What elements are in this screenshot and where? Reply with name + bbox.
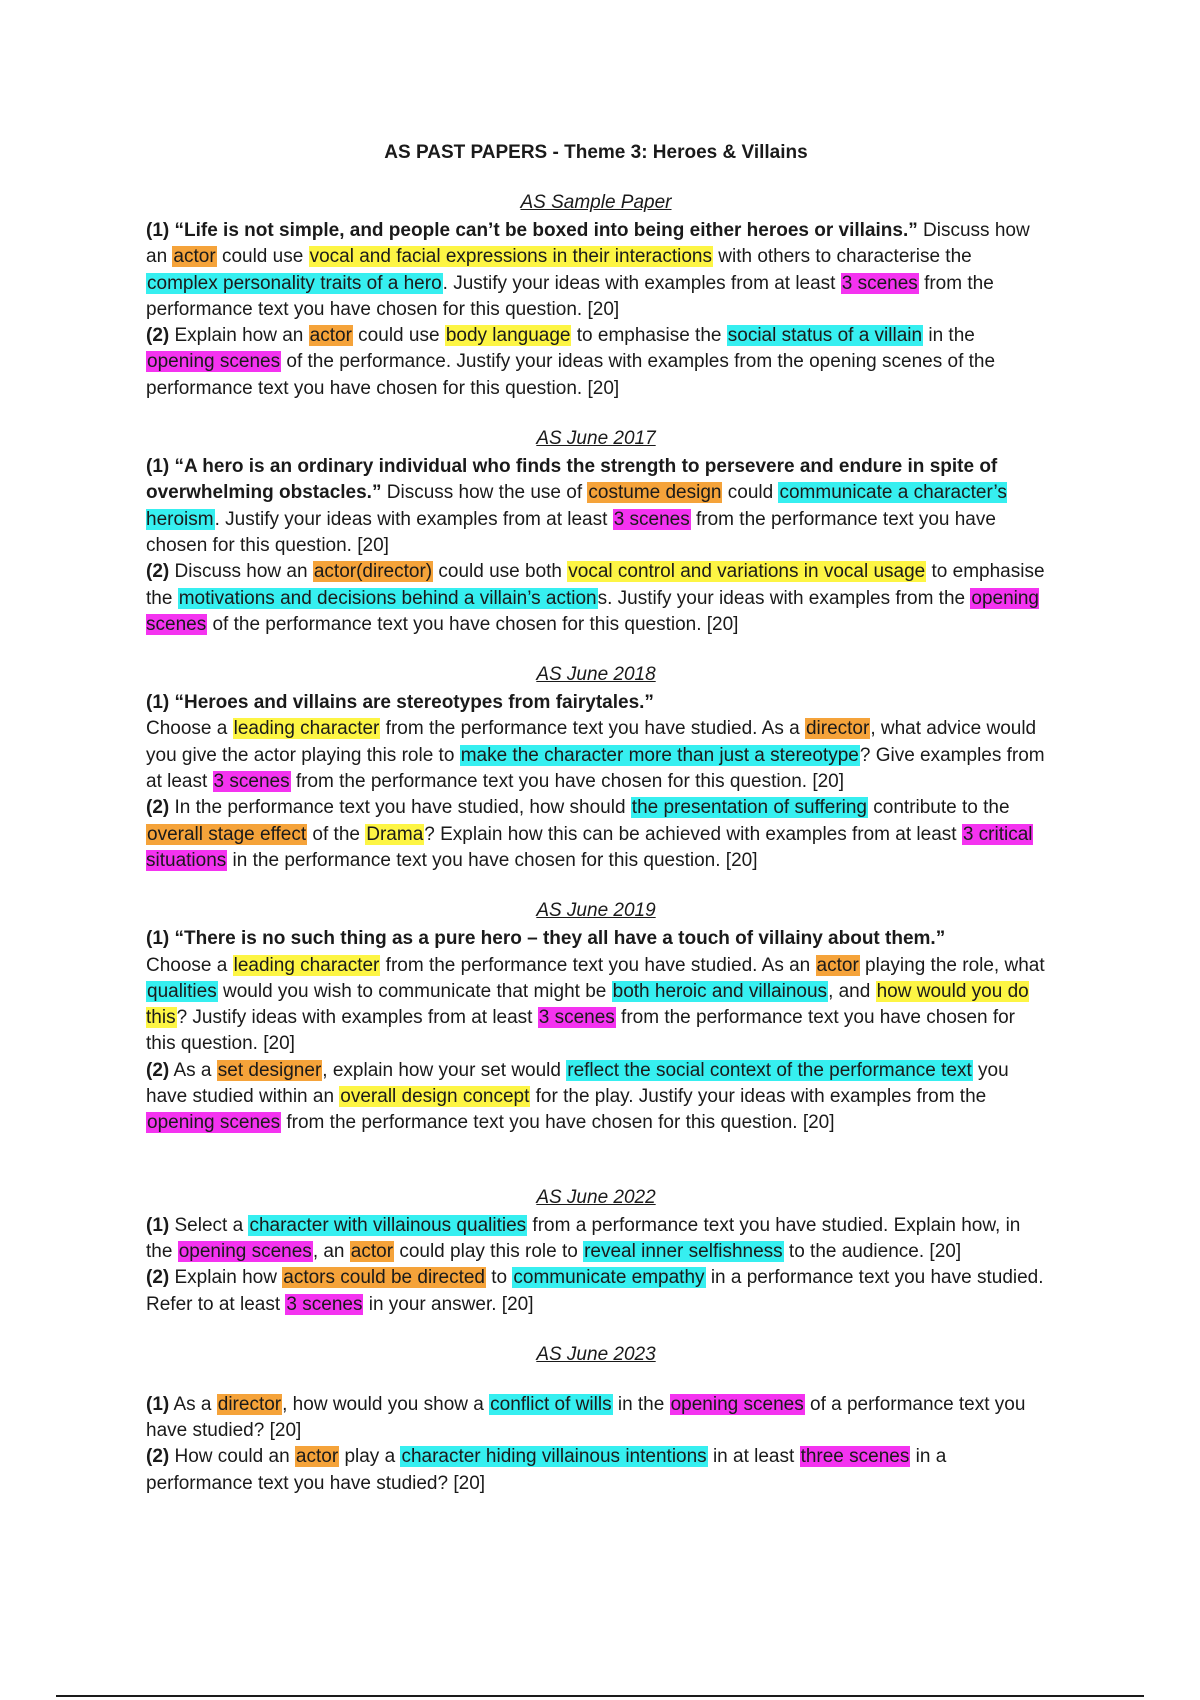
- highlight-cyan: make the character more than just a stereotype: [460, 744, 859, 766]
- highlight-cyan: motivations and decisions behind a villain’s action: [178, 587, 597, 609]
- question-text: . Justify your ideas with examples from at least: [442, 272, 841, 294]
- question-text: Choose a: [146, 954, 233, 976]
- highlight-cyan: communicate empathy: [513, 1267, 705, 1289]
- highlight-magenta: 3 scenes: [613, 508, 690, 530]
- footer-rule: [56, 1695, 1144, 1697]
- highlight-magenta: 3 critical situations: [146, 823, 1033, 871]
- question-text: of the: [307, 823, 366, 845]
- section-as-june-2022: [146, 1187, 1046, 1318]
- highlight-orange: director: [217, 1393, 282, 1415]
- highlight-cyan: character hiding villainous intentions: [401, 1446, 707, 1468]
- section-as-sample-paper: [146, 192, 1046, 402]
- highlight-orange: actor: [173, 246, 216, 268]
- question-prompt: (1): [146, 1393, 170, 1415]
- question-1: [146, 926, 1046, 1057]
- question-prompt: (2): [146, 561, 170, 583]
- document-title: AS PAST PAPERS - Theme 3: Heroes & Villains: [384, 142, 808, 163]
- question-text: ? Explain how this can be achieved with examples from at least: [424, 823, 962, 845]
- section-heading: AS June 2017: [536, 428, 656, 450]
- section-heading: AS June 2018: [536, 664, 656, 686]
- question-text: Discuss how an: [169, 561, 313, 583]
- question-text: Explain how: [169, 1267, 283, 1289]
- question-text: As a: [169, 1059, 217, 1081]
- question-text: from the performance text you have chosen for this question. [20]: [281, 1112, 835, 1134]
- question-prompt: (2): [146, 797, 170, 819]
- highlight-yellow: Drama: [366, 823, 424, 845]
- question-text: to emphasise the: [146, 561, 1045, 609]
- highlight-yellow: overall design concept: [340, 1086, 530, 1108]
- highlight-orange: actor(director): [313, 561, 433, 583]
- question-text: could use: [216, 246, 309, 268]
- question-2: [146, 1265, 1046, 1318]
- question-1: [146, 218, 1046, 323]
- question-text: to emphasise the: [571, 325, 727, 347]
- question-text: in a performance text you have studied. Refer to at least: [146, 1267, 1044, 1315]
- question-2: [146, 323, 1046, 402]
- section-heading: AS June 2019: [536, 900, 656, 922]
- question-2: [146, 1444, 1046, 1497]
- highlight-magenta: 3 scenes: [538, 1007, 615, 1029]
- question-text: of the performance. Justify your ideas with examples from the opening scenes of the performance text you have chosen for this question. [20]: [146, 351, 996, 399]
- highlight-magenta: three scenes: [800, 1446, 910, 1468]
- question-text: , explain how your set would: [322, 1059, 567, 1081]
- question-2: [146, 559, 1046, 638]
- question-text: to: [485, 1267, 513, 1289]
- question-text: in the: [612, 1393, 670, 1415]
- question-text: from the performance text you have chosen for this question. [20]: [146, 508, 996, 556]
- question-text: . Justify your ideas with examples from at least: [214, 508, 613, 530]
- highlight-magenta: opening scenes: [670, 1393, 804, 1415]
- question-text: Select a: [169, 1214, 249, 1236]
- question-text: could play this role to: [394, 1240, 584, 1262]
- question-text: , what advice would you give the actor playing this role to: [146, 718, 1037, 766]
- question-prompt: (1) “Life is not simple, and people can’t be boxed into being either heroes or villains.”: [146, 220, 918, 241]
- question-prompt: (2): [146, 1059, 170, 1081]
- section-as-june-2017: [146, 428, 1046, 638]
- highlight-orange: actor: [295, 1446, 339, 1468]
- question-text: in your answer. [20]: [363, 1293, 534, 1315]
- highlight-orange: actor: [350, 1240, 394, 1262]
- section-heading: AS June 2022: [536, 1186, 656, 1208]
- highlight-cyan: social status of a villain: [727, 325, 923, 347]
- question-1: [146, 1392, 1046, 1445]
- question-1: [146, 1213, 1046, 1266]
- question-text: ? Give examples from at least: [146, 744, 1045, 793]
- question-text: of a performance text you have studied? [20]: [146, 1393, 1026, 1442]
- highlight-yellow: leading character: [233, 954, 380, 976]
- question-text: playing the role, what: [859, 954, 1045, 976]
- highlight-orange: overall stage effect: [147, 823, 307, 845]
- question-text: Choose a: [146, 718, 233, 740]
- highlight-cyan: complex personality traits of a hero: [147, 272, 442, 294]
- question-text: , an: [312, 1240, 350, 1262]
- highlight-cyan: reflect the social context of the performance text: [567, 1059, 972, 1081]
- question-text: from the performance text you have studied. As a: [380, 718, 805, 740]
- question-text: from the performance text you have chosen for this question. [20]: [146, 1007, 1015, 1055]
- highlight-cyan: communicate a character’s heroism: [146, 482, 1007, 530]
- highlight-cyan: qualities: [147, 980, 217, 1002]
- question-text: Discuss how the use of: [381, 482, 588, 504]
- question-text: could use both: [433, 561, 568, 583]
- question-text: from the performance text you have chosen for this question. [20]: [146, 272, 994, 320]
- question-2: [146, 1058, 1046, 1137]
- highlight-yellow: leading character: [233, 718, 380, 740]
- highlight-yellow: vocal control and variations in vocal usage: [568, 561, 926, 583]
- highlight-magenta: opening scenes: [178, 1240, 312, 1262]
- question-text: to the audience. [20]: [783, 1240, 962, 1262]
- question-text: from a performance text you have studied. Explain how, in the: [146, 1214, 1021, 1262]
- highlight-yellow: body language: [445, 325, 571, 347]
- highlight-magenta: opening scenes: [146, 587, 1039, 635]
- question-text: in the performance text you have chosen for this question. [20]: [227, 849, 758, 871]
- highlight-magenta: opening scenes: [147, 1112, 281, 1134]
- highlight-orange: actor: [309, 325, 352, 347]
- question-text: could use: [352, 325, 445, 347]
- highlight-cyan: the presentation of suffering: [631, 797, 867, 819]
- question-text: contribute to the: [868, 797, 1010, 819]
- question-prompt: (2): [146, 325, 170, 347]
- question-prompt: (2): [146, 1446, 170, 1468]
- highlight-magenta: 3 scenes: [841, 272, 918, 294]
- section-heading: AS June 2023: [536, 1343, 656, 1365]
- question-text: How could an: [169, 1446, 295, 1468]
- question-prompt: (1) “There is no such thing as a pure hero – they all have a touch of villainy about them.”: [146, 928, 946, 950]
- question-text: could: [722, 482, 779, 504]
- highlight-cyan: character with villainous qualities: [249, 1214, 527, 1236]
- question-text: Explain how an: [169, 325, 309, 347]
- highlight-magenta: 3 scenes: [286, 1293, 363, 1315]
- question-text: s. Justify your ideas with examples from the: [597, 587, 971, 609]
- question-prompt: (1): [146, 1214, 170, 1236]
- question-prompt: (1) “Heroes and villains are stereotypes from fairytales.”: [146, 692, 654, 714]
- question-1: [146, 690, 1046, 795]
- highlight-orange: set designer: [217, 1059, 322, 1081]
- highlight-orange: costume design: [588, 482, 722, 504]
- question-text: in a performance text you have studied? [20]: [146, 1446, 947, 1494]
- question-text: would you wish to communicate that might be: [217, 980, 612, 1002]
- question-text: , and: [828, 980, 876, 1002]
- question-text: for the play. Justify your ideas with examples from the: [530, 1086, 987, 1108]
- highlight-orange: actors could be directed: [283, 1267, 485, 1289]
- question-text: in at least: [707, 1446, 800, 1468]
- question-prompt: (2): [146, 1267, 170, 1289]
- question-text: from the performance text you have chosen for this question. [20]: [290, 771, 845, 793]
- section-as-june-2023: [146, 1344, 1046, 1497]
- highlight-yellow: vocal and facial expressions in their interactions: [309, 246, 712, 268]
- question-text: Discuss how an: [146, 220, 1030, 268]
- question-text: ? Justify ideas with examples from at least: [176, 1007, 538, 1029]
- highlight-cyan: both heroic and villainous: [612, 980, 828, 1002]
- highlight-yellow: how would you do this: [146, 980, 1029, 1029]
- question-text: you have studied within an: [146, 1059, 1009, 1108]
- section-as-june-2018: [146, 664, 1046, 874]
- question-text: in the: [923, 325, 975, 347]
- section-heading: AS Sample Paper: [520, 192, 672, 213]
- highlight-cyan: reveal inner selfishness: [584, 1240, 783, 1262]
- highlight-cyan: conflict of wills: [490, 1393, 612, 1415]
- highlight-orange: director: [805, 718, 870, 740]
- question-text: , how would you show a: [282, 1393, 490, 1415]
- question-text: of the performance text you have chosen for this question. [20]: [207, 613, 739, 635]
- question-text: play a: [339, 1446, 401, 1468]
- question-text: from the performance text you have studied. As an: [380, 954, 816, 976]
- question-2: [146, 795, 1046, 874]
- highlight-orange: actor: [816, 954, 859, 976]
- question-1: [146, 454, 1046, 559]
- question-prompt: (1) “A hero is an ordinary individual who finds the strength to persevere and endure in spite of overwhelming obstacles.”: [146, 456, 998, 504]
- highlight-magenta: opening scenes: [147, 351, 281, 373]
- question-text: with others to characterise the: [712, 246, 972, 268]
- question-text: As a: [169, 1393, 217, 1415]
- question-text: In the performance text you have studied, how should: [169, 797, 631, 819]
- section-as-june-2019: [146, 900, 1046, 1136]
- highlight-magenta: 3 scenes: [213, 771, 290, 793]
- document-page: [146, 142, 1046, 1497]
